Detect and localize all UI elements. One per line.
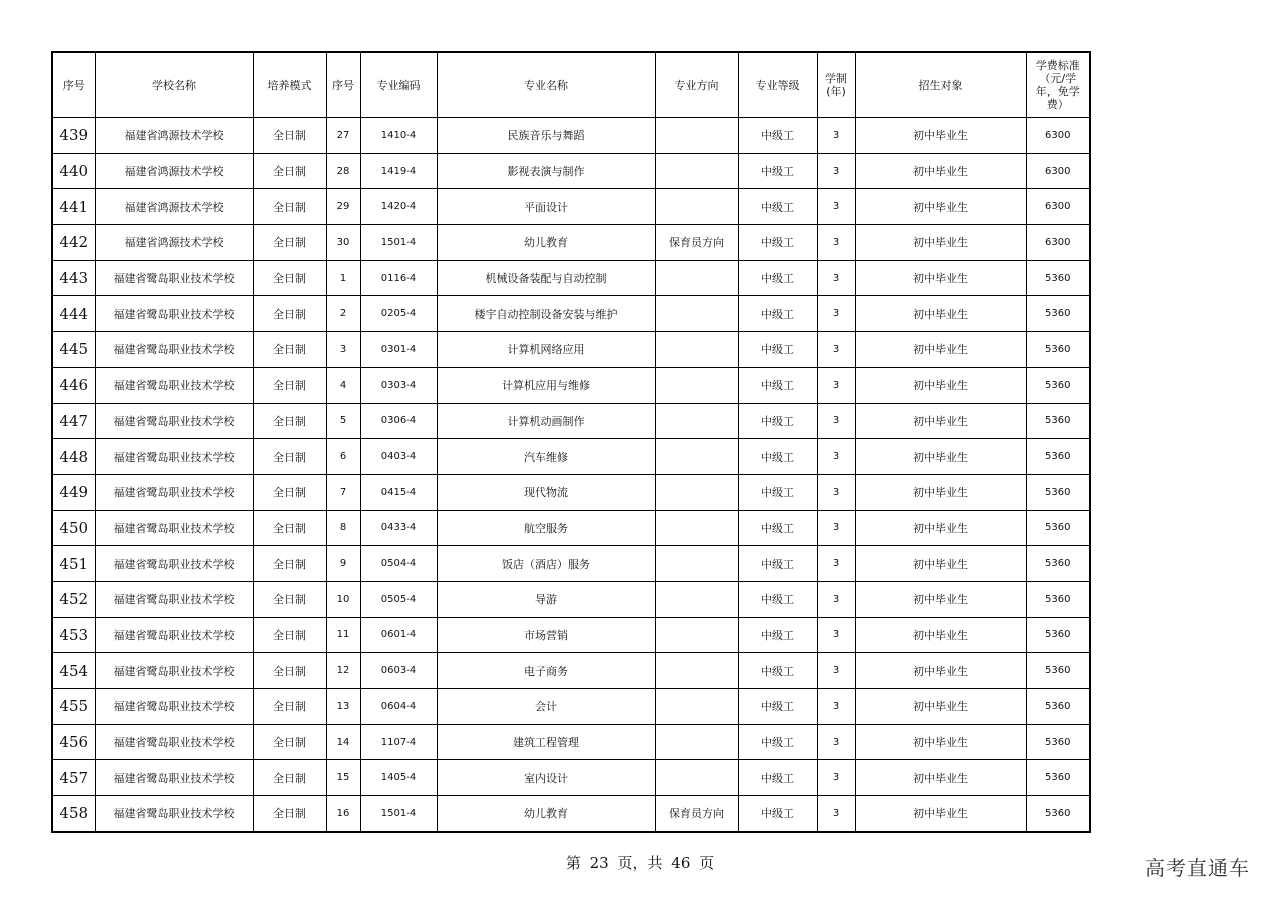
cell-level: 中级工 xyxy=(738,403,817,439)
cell-level: 中级工 xyxy=(738,118,817,154)
cell-target: 初中毕业生 xyxy=(855,332,1026,368)
cell-target: 初中毕业生 xyxy=(855,760,1026,796)
cell-direction: 保育员方向 xyxy=(655,225,738,261)
cell-seq: 14 xyxy=(326,724,360,760)
cell-code: 0601-4 xyxy=(360,617,437,653)
cell-fee: 5360 xyxy=(1026,617,1090,653)
cell-target: 初中毕业生 xyxy=(855,510,1026,546)
cell-level: 中级工 xyxy=(738,724,817,760)
page-total: 46 xyxy=(671,854,691,872)
cell-level: 中级工 xyxy=(738,546,817,582)
cell-major: 导游 xyxy=(437,581,655,617)
table-row xyxy=(52,581,1090,617)
cell-seq: 9 xyxy=(326,546,360,582)
cell-direction xyxy=(655,189,738,225)
cell-target: 初中毕业生 xyxy=(855,724,1026,760)
cell-target: 初中毕业生 xyxy=(855,118,1026,154)
cell-school: 福建省鸿源技术学校 xyxy=(95,225,253,261)
cell-direction xyxy=(655,296,738,332)
cell-code: 0604-4 xyxy=(360,689,437,725)
header-target: 招生对象 xyxy=(855,52,1026,118)
cell-fee: 6300 xyxy=(1026,225,1090,261)
cell-years: 3 xyxy=(817,617,855,653)
cell-code: 0205-4 xyxy=(360,296,437,332)
cell-idx: 456 xyxy=(52,724,95,760)
cell-years: 3 xyxy=(817,581,855,617)
page-footer xyxy=(0,852,1280,873)
cell-level: 中级工 xyxy=(738,225,817,261)
cell-major: 幼儿教育 xyxy=(437,225,655,261)
cell-major: 建筑工程管理 xyxy=(437,724,655,760)
cell-years: 3 xyxy=(817,760,855,796)
cell-idx: 453 xyxy=(52,617,95,653)
cell-mode: 全日制 xyxy=(253,474,326,510)
cell-idx: 450 xyxy=(52,510,95,546)
cell-fee: 6300 xyxy=(1026,118,1090,154)
cell-school: 福建省鹭岛职业技术学校 xyxy=(95,617,253,653)
cell-years: 3 xyxy=(817,153,855,189)
table-row xyxy=(52,689,1090,725)
cell-years: 3 xyxy=(817,653,855,689)
cell-mode: 全日制 xyxy=(253,225,326,261)
cell-years: 3 xyxy=(817,367,855,403)
cell-school: 福建省鹭岛职业技术学校 xyxy=(95,403,253,439)
cell-idx: 458 xyxy=(52,796,95,832)
cell-direction xyxy=(655,653,738,689)
cell-target: 初中毕业生 xyxy=(855,225,1026,261)
cell-major: 会计 xyxy=(437,689,655,725)
cell-idx: 441 xyxy=(52,189,95,225)
cell-seq: 30 xyxy=(326,225,360,261)
cell-direction xyxy=(655,118,738,154)
cell-idx: 457 xyxy=(52,760,95,796)
cell-major: 计算机网络应用 xyxy=(437,332,655,368)
cell-mode: 全日制 xyxy=(253,724,326,760)
header-row xyxy=(52,52,1090,118)
cell-years: 3 xyxy=(817,474,855,510)
cell-mode: 全日制 xyxy=(253,367,326,403)
cell-years: 3 xyxy=(817,403,855,439)
cell-level: 中级工 xyxy=(738,689,817,725)
cell-mode: 全日制 xyxy=(253,581,326,617)
cell-seq: 4 xyxy=(326,367,360,403)
cell-mode: 全日制 xyxy=(253,403,326,439)
header-years: 学制 (年) xyxy=(817,52,855,118)
cell-target: 初中毕业生 xyxy=(855,796,1026,832)
table-row xyxy=(52,546,1090,582)
cell-fee: 5360 xyxy=(1026,296,1090,332)
cell-fee: 5360 xyxy=(1026,403,1090,439)
cell-idx: 451 xyxy=(52,546,95,582)
cell-fee: 5360 xyxy=(1026,260,1090,296)
cell-direction xyxy=(655,724,738,760)
cell-mode: 全日制 xyxy=(253,510,326,546)
cell-level: 中级工 xyxy=(738,581,817,617)
cell-code: 1107-4 xyxy=(360,724,437,760)
cell-mode: 全日制 xyxy=(253,653,326,689)
cell-code: 0301-4 xyxy=(360,332,437,368)
cell-school: 福建省鹭岛职业技术学校 xyxy=(95,510,253,546)
cell-fee: 5360 xyxy=(1026,367,1090,403)
cell-seq: 1 xyxy=(326,260,360,296)
cell-fee: 5360 xyxy=(1026,653,1090,689)
cell-code: 0306-4 xyxy=(360,403,437,439)
cell-major: 幼儿教育 xyxy=(437,796,655,832)
cell-code: 1410-4 xyxy=(360,118,437,154)
cell-school: 福建省鹭岛职业技术学校 xyxy=(95,260,253,296)
cell-mode: 全日制 xyxy=(253,332,326,368)
page-number: 23 xyxy=(589,854,609,872)
cell-mode: 全日制 xyxy=(253,689,326,725)
cell-level: 中级工 xyxy=(738,296,817,332)
cell-fee: 5360 xyxy=(1026,474,1090,510)
cell-fee: 5360 xyxy=(1026,546,1090,582)
cell-code: 1501-4 xyxy=(360,225,437,261)
cell-seq: 2 xyxy=(326,296,360,332)
cell-mode: 全日制 xyxy=(253,296,326,332)
page-suffix: 页 xyxy=(699,854,715,872)
cell-level: 中级工 xyxy=(738,332,817,368)
table-row xyxy=(52,153,1090,189)
cell-code: 1419-4 xyxy=(360,153,437,189)
enrollment-table xyxy=(51,51,1091,833)
cell-target: 初中毕业生 xyxy=(855,189,1026,225)
cell-major: 计算机动画制作 xyxy=(437,403,655,439)
cell-code: 0303-4 xyxy=(360,367,437,403)
cell-major: 平面设计 xyxy=(437,189,655,225)
cell-idx: 445 xyxy=(52,332,95,368)
cell-level: 中级工 xyxy=(738,189,817,225)
cell-major: 计算机应用与维修 xyxy=(437,367,655,403)
cell-years: 3 xyxy=(817,225,855,261)
cell-code: 0504-4 xyxy=(360,546,437,582)
cell-school: 福建省鹭岛职业技术学校 xyxy=(95,439,253,475)
cell-major: 市场营销 xyxy=(437,617,655,653)
cell-direction xyxy=(655,260,738,296)
cell-direction xyxy=(655,153,738,189)
cell-idx: 442 xyxy=(52,225,95,261)
cell-code: 0505-4 xyxy=(360,581,437,617)
cell-code: 0415-4 xyxy=(360,474,437,510)
header-school: 学校名称 xyxy=(95,52,253,118)
cell-direction xyxy=(655,403,738,439)
cell-seq: 12 xyxy=(326,653,360,689)
cell-major: 电子商务 xyxy=(437,653,655,689)
cell-idx: 444 xyxy=(52,296,95,332)
cell-years: 3 xyxy=(817,189,855,225)
cell-direction xyxy=(655,474,738,510)
cell-idx: 449 xyxy=(52,474,95,510)
cell-idx: 443 xyxy=(52,260,95,296)
cell-school: 福建省鹭岛职业技术学校 xyxy=(95,653,253,689)
cell-school: 福建省鹭岛职业技术学校 xyxy=(95,367,253,403)
cell-major: 民族音乐与舞蹈 xyxy=(437,118,655,154)
table-row xyxy=(52,189,1090,225)
header-mode: 培养模式 xyxy=(253,52,326,118)
header-seq: 序号 xyxy=(326,52,360,118)
cell-target: 初中毕业生 xyxy=(855,296,1026,332)
cell-years: 3 xyxy=(817,296,855,332)
cell-school: 福建省鸿源技术学校 xyxy=(95,118,253,154)
cell-level: 中级工 xyxy=(738,260,817,296)
cell-school: 福建省鹭岛职业技术学校 xyxy=(95,546,253,582)
cell-major: 航空服务 xyxy=(437,510,655,546)
cell-school: 福建省鹭岛职业技术学校 xyxy=(95,796,253,832)
watermark: 高考直通车 xyxy=(1145,856,1250,880)
cell-major: 饭店（酒店）服务 xyxy=(437,546,655,582)
header-major: 专业名称 xyxy=(437,52,655,118)
cell-years: 3 xyxy=(817,439,855,475)
cell-school: 福建省鹭岛职业技术学校 xyxy=(95,689,253,725)
cell-school: 福建省鸿源技术学校 xyxy=(95,153,253,189)
cell-idx: 448 xyxy=(52,439,95,475)
cell-direction xyxy=(655,581,738,617)
cell-seq: 6 xyxy=(326,439,360,475)
cell-level: 中级工 xyxy=(738,153,817,189)
cell-seq: 5 xyxy=(326,403,360,439)
cell-fee: 6300 xyxy=(1026,153,1090,189)
cell-level: 中级工 xyxy=(738,617,817,653)
cell-direction: 保育员方向 xyxy=(655,796,738,832)
table-row xyxy=(52,617,1090,653)
cell-code: 1501-4 xyxy=(360,796,437,832)
cell-level: 中级工 xyxy=(738,796,817,832)
cell-major: 楼宇自动控制设备安装与维护 xyxy=(437,296,655,332)
table-row xyxy=(52,439,1090,475)
cell-fee: 5360 xyxy=(1026,332,1090,368)
cell-seq: 29 xyxy=(326,189,360,225)
cell-direction xyxy=(655,546,738,582)
cell-level: 中级工 xyxy=(738,367,817,403)
cell-school: 福建省鹭岛职业技术学校 xyxy=(95,474,253,510)
cell-seq: 8 xyxy=(326,510,360,546)
cell-major: 室内设计 xyxy=(437,760,655,796)
cell-mode: 全日制 xyxy=(253,760,326,796)
cell-direction xyxy=(655,760,738,796)
cell-target: 初中毕业生 xyxy=(855,617,1026,653)
cell-code: 0433-4 xyxy=(360,510,437,546)
table-row xyxy=(52,296,1090,332)
cell-seq: 11 xyxy=(326,617,360,653)
page-mid: 页，共 xyxy=(617,854,663,872)
cell-years: 3 xyxy=(817,332,855,368)
cell-mode: 全日制 xyxy=(253,546,326,582)
cell-direction xyxy=(655,510,738,546)
cell-level: 中级工 xyxy=(738,439,817,475)
cell-idx: 446 xyxy=(52,367,95,403)
cell-mode: 全日制 xyxy=(253,189,326,225)
cell-major: 汽车维修 xyxy=(437,439,655,475)
cell-major: 现代物流 xyxy=(437,474,655,510)
cell-idx: 455 xyxy=(52,689,95,725)
header-code: 专业编码 xyxy=(360,52,437,118)
table-row xyxy=(52,403,1090,439)
header-level: 专业等级 xyxy=(738,52,817,118)
cell-target: 初中毕业生 xyxy=(855,153,1026,189)
cell-years: 3 xyxy=(817,510,855,546)
cell-target: 初中毕业生 xyxy=(855,546,1026,582)
cell-fee: 5360 xyxy=(1026,581,1090,617)
cell-idx: 454 xyxy=(52,653,95,689)
page-prefix: 第 xyxy=(565,854,581,872)
table-body xyxy=(52,118,1090,832)
cell-level: 中级工 xyxy=(738,760,817,796)
cell-mode: 全日制 xyxy=(253,439,326,475)
cell-fee: 5360 xyxy=(1026,510,1090,546)
cell-target: 初中毕业生 xyxy=(855,689,1026,725)
cell-seq: 7 xyxy=(326,474,360,510)
cell-fee: 5360 xyxy=(1026,439,1090,475)
table-row xyxy=(52,510,1090,546)
cell-school: 福建省鹭岛职业技术学校 xyxy=(95,332,253,368)
cell-direction xyxy=(655,439,738,475)
cell-code: 0603-4 xyxy=(360,653,437,689)
header-fee: 学费标准 （元/学 年，免学 费） xyxy=(1026,52,1090,118)
cell-seq: 10 xyxy=(326,581,360,617)
cell-idx: 447 xyxy=(52,403,95,439)
cell-target: 初中毕业生 xyxy=(855,439,1026,475)
cell-seq: 3 xyxy=(326,332,360,368)
cell-code: 1420-4 xyxy=(360,189,437,225)
cell-direction xyxy=(655,332,738,368)
cell-school: 福建省鹭岛职业技术学校 xyxy=(95,296,253,332)
header-idx: 序号 xyxy=(52,52,95,118)
cell-direction xyxy=(655,367,738,403)
cell-mode: 全日制 xyxy=(253,260,326,296)
cell-target: 初中毕业生 xyxy=(855,260,1026,296)
table-row xyxy=(52,760,1090,796)
cell-seq: 15 xyxy=(326,760,360,796)
table-row xyxy=(52,724,1090,760)
cell-school: 福建省鸿源技术学校 xyxy=(95,189,253,225)
cell-years: 3 xyxy=(817,118,855,154)
cell-years: 3 xyxy=(817,724,855,760)
cell-target: 初中毕业生 xyxy=(855,403,1026,439)
table-row xyxy=(52,225,1090,261)
cell-fee: 5360 xyxy=(1026,760,1090,796)
cell-years: 3 xyxy=(817,260,855,296)
cell-mode: 全日制 xyxy=(253,796,326,832)
table-row xyxy=(52,653,1090,689)
cell-years: 3 xyxy=(817,689,855,725)
cell-idx: 452 xyxy=(52,581,95,617)
cell-direction xyxy=(655,689,738,725)
cell-target: 初中毕业生 xyxy=(855,367,1026,403)
cell-target: 初中毕业生 xyxy=(855,581,1026,617)
cell-seq: 27 xyxy=(326,118,360,154)
cell-major: 影视表演与制作 xyxy=(437,153,655,189)
cell-seq: 28 xyxy=(326,153,360,189)
cell-mode: 全日制 xyxy=(253,617,326,653)
cell-years: 3 xyxy=(817,546,855,582)
cell-school: 福建省鹭岛职业技术学校 xyxy=(95,760,253,796)
cell-school: 福建省鹭岛职业技术学校 xyxy=(95,581,253,617)
table-row xyxy=(52,260,1090,296)
table-row xyxy=(52,332,1090,368)
cell-direction xyxy=(655,617,738,653)
cell-code: 0116-4 xyxy=(360,260,437,296)
cell-fee: 6300 xyxy=(1026,189,1090,225)
cell-major: 机械设备装配与自动控制 xyxy=(437,260,655,296)
cell-level: 中级工 xyxy=(738,510,817,546)
cell-mode: 全日制 xyxy=(253,153,326,189)
header-direction: 专业方向 xyxy=(655,52,738,118)
table-row xyxy=(52,118,1090,154)
cell-mode: 全日制 xyxy=(253,118,326,154)
cell-fee: 5360 xyxy=(1026,724,1090,760)
cell-idx: 439 xyxy=(52,118,95,154)
cell-seq: 13 xyxy=(326,689,360,725)
cell-target: 初中毕业生 xyxy=(855,653,1026,689)
cell-level: 中级工 xyxy=(738,653,817,689)
cell-idx: 440 xyxy=(52,153,95,189)
cell-years: 3 xyxy=(817,796,855,832)
table-row xyxy=(52,474,1090,510)
cell-code: 0403-4 xyxy=(360,439,437,475)
cell-target: 初中毕业生 xyxy=(855,474,1026,510)
cell-school: 福建省鹭岛职业技术学校 xyxy=(95,724,253,760)
cell-fee: 5360 xyxy=(1026,689,1090,725)
table-row xyxy=(52,796,1090,832)
cell-level: 中级工 xyxy=(738,474,817,510)
cell-fee: 5360 xyxy=(1026,796,1090,832)
cell-seq: 16 xyxy=(326,796,360,832)
table-row xyxy=(52,367,1090,403)
cell-code: 1405-4 xyxy=(360,760,437,796)
